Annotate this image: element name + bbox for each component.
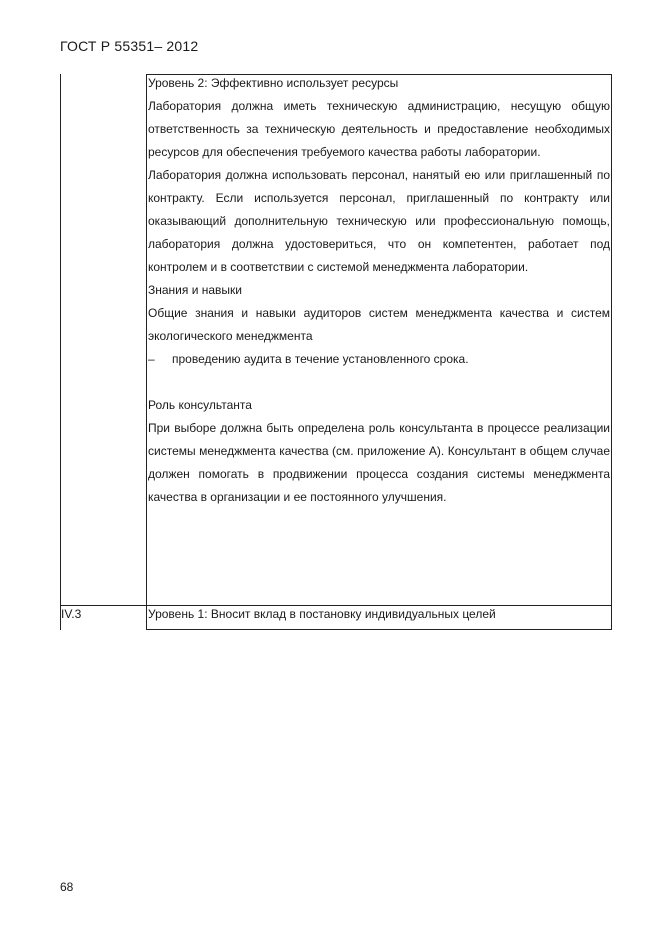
consultant-title: Роль консультанта (148, 398, 252, 412)
knowledge-title: Знания и навыки (148, 283, 243, 297)
blank-line (148, 371, 610, 394)
table-right-border (611, 74, 612, 630)
dash-list-item (148, 348, 610, 371)
table-left-border (60, 74, 61, 630)
level-1-title: Уровень 1: Вносит вклад в постановку индивидуальных целей (148, 607, 496, 621)
level-2-title: Уровень 2: Эффективно использует ресурсы (148, 76, 399, 90)
dash-item-text: проведению аудита в течение установленного срока. (172, 352, 469, 366)
row2-code: IV.3 (61, 607, 82, 621)
table-bottom-border (146, 629, 612, 630)
consultant-text: При выборе должна быть определена роль консультанта в процессе реализации системы менеджмента качества (см. приложение А). Консультант в общем случае должен помогать в продвижении процесса создания системы менеджмента качества в организации и ее постоянного улучшения. (148, 421, 610, 504)
column-divider (146, 74, 147, 630)
knowledge-text: Общие знания и навыки аудиторов систем менеджмента качества и систем экологического менеджмента (148, 306, 610, 343)
row1-content-cell (148, 72, 610, 509)
document-header: ГОСТ Р 55351– 2012 (60, 38, 199, 54)
dash-mark: – (148, 352, 155, 366)
lab-administration-paragraph: Лаборатория должна иметь техническую администрацию, несущую общую ответственность за техническую деятельность и предоставление необходимых ресурсов для обеспечения требуемого качества работы лаборатории. (148, 99, 610, 159)
lab-personnel-paragraph: Лаборатория должна использовать персонал, нанятый ею или приглашенный по контракту. Если используется персонал, приглашенный по контракту или оказывающий дополнительную техническую или профессиональную помощь, лаборатория должна удостовериться, что он компетентен, работает под контролем и в соответствии с системой менеджмента лаборатории. (148, 168, 610, 274)
row-divider (60, 605, 612, 606)
page-number: 68 (60, 880, 74, 894)
